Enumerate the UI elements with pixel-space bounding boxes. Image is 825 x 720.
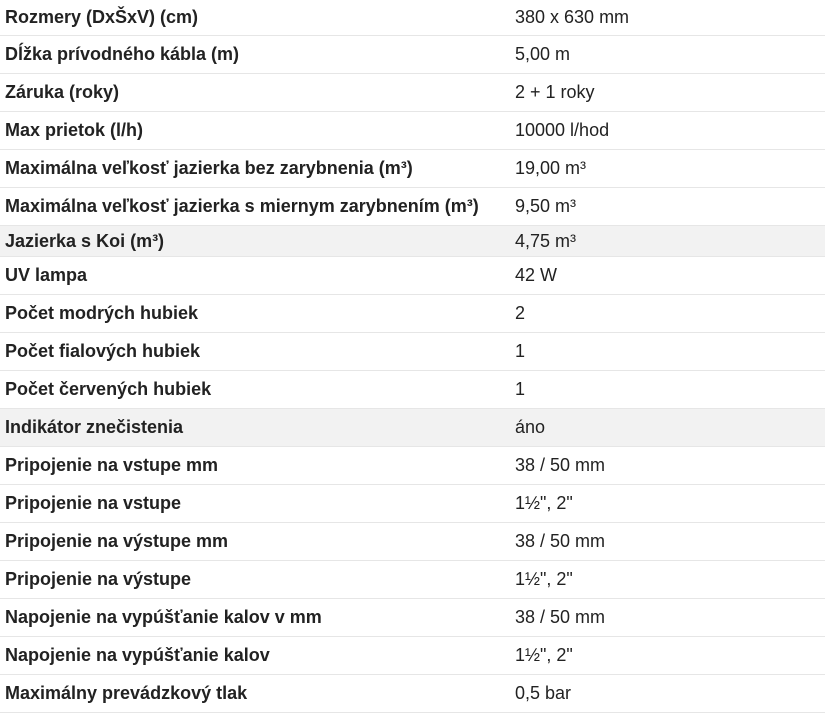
spec-row [0, 636, 825, 674]
spec-label: Max prietok (l/h) [0, 111, 510, 149]
spec-row [0, 332, 825, 370]
spec-value: 42 W [510, 256, 825, 294]
spec-label: Počet červených hubiek [0, 370, 510, 408]
spec-value: 4,75 m³ [510, 225, 825, 256]
spec-value: 19,00 m³ [510, 149, 825, 187]
spec-label: Napojenie na vypúšťanie kalov v mm [0, 598, 510, 636]
spec-value: 2 [510, 294, 825, 332]
spec-label: Počet fialových hubiek [0, 332, 510, 370]
spec-value: 10000 l/hod [510, 111, 825, 149]
spec-label: Pripojenie na vstupe mm [0, 446, 510, 484]
spec-value: 38 / 50 mm [510, 598, 825, 636]
spec-value: 1 [510, 332, 825, 370]
spec-value: 2 + 1 roky [510, 73, 825, 111]
spec-row [0, 370, 825, 408]
spec-value: 38 / 50 mm [510, 446, 825, 484]
spec-row [0, 111, 825, 149]
spec-row [0, 446, 825, 484]
spec-value: 0,5 bar [510, 674, 825, 712]
spec-row [0, 522, 825, 560]
spec-row [0, 598, 825, 636]
spec-row [0, 225, 825, 256]
spec-label: Pripojenie na výstupe mm [0, 522, 510, 560]
spec-row [0, 0, 825, 35]
spec-label: UV lampa [0, 256, 510, 294]
spec-label: Dĺžka prívodného kábla (m) [0, 35, 510, 73]
spec-label: Maximálna veľkosť jazierka bez zarybnenia (m³) [0, 149, 510, 187]
spec-row [0, 560, 825, 598]
spec-row [0, 187, 825, 225]
spec-value: 1½", 2" [510, 560, 825, 598]
spec-value: 5,00 m [510, 35, 825, 73]
spec-label: Počet modrých hubiek [0, 294, 510, 332]
spec-label: Napojenie na vypúšťanie kalov [0, 636, 510, 674]
spec-value: 38 / 50 mm [510, 522, 825, 560]
spec-label: Pripojenie na vstupe [0, 484, 510, 522]
spec-label: Jazierka s Koi (m³) [0, 225, 510, 256]
spec-row [0, 149, 825, 187]
spec-label: Rozmery (DxŠxV) (cm) [0, 0, 510, 35]
spec-value: 1½", 2" [510, 484, 825, 522]
spec-value: 1½", 2" [510, 636, 825, 674]
spec-row [0, 35, 825, 73]
spec-row [0, 674, 825, 712]
spec-label: Maximálny prevádzkový tlak [0, 674, 510, 712]
spec-row [0, 256, 825, 294]
spec-row [0, 484, 825, 522]
spec-value: áno [510, 408, 825, 446]
spec-value: 380 x 630 mm [510, 0, 825, 35]
spec-row [0, 408, 825, 446]
spec-label: Záruka (roky) [0, 73, 510, 111]
spec-label: Pripojenie na výstupe [0, 560, 510, 598]
spec-value: 9,50 m³ [510, 187, 825, 225]
spec-label: Maximálna veľkosť jazierka s miernym zarybnením (m³) [0, 187, 510, 225]
spec-row [0, 294, 825, 332]
spec-label: Indikátor znečistenia [0, 408, 510, 446]
spec-value: 1 [510, 370, 825, 408]
spec-row [0, 73, 825, 111]
